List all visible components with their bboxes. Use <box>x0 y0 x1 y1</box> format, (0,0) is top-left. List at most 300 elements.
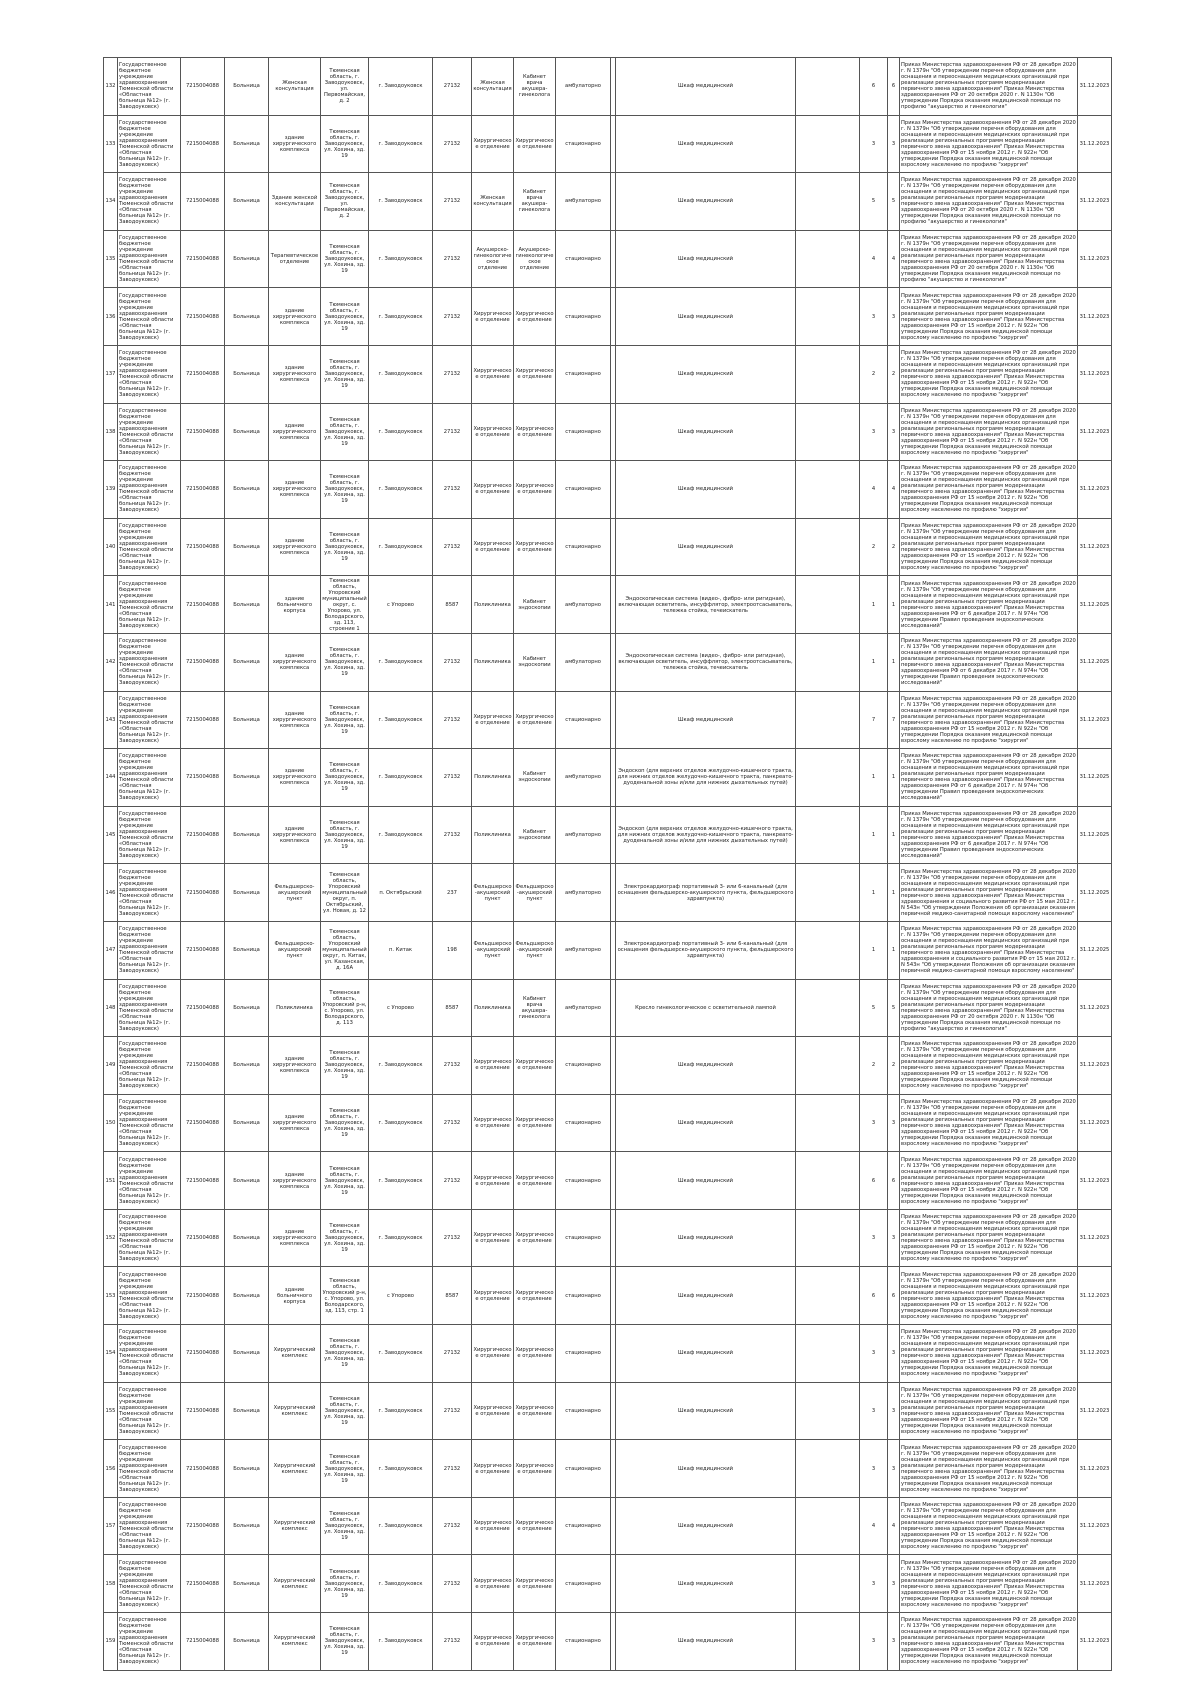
empty-cell <box>796 1555 860 1613</box>
table-row <box>104 1555 1112 1613</box>
equipment-name: Шкаф медицинский <box>616 1613 796 1671</box>
empty-cell <box>796 403 860 461</box>
population: 27132 <box>433 230 472 288</box>
organization-name: Государственное бюджетное учреждение здравоохранения Тюменской области «Областная больница №12» (г. Заводоуковск) <box>118 115 181 173</box>
building-address: Тюменская область, г. Заводоуковск, ул. Хохина, зд. 19 <box>321 1209 369 1267</box>
empty-cell <box>796 1497 860 1555</box>
organization-name: Государственное бюджетное учреждение здравоохранения Тюменской области «Областная больница №12» (г. Заводоуковск) <box>118 749 181 807</box>
planned-quantity: 3 <box>888 1555 900 1613</box>
department: Фельдшерско-акушерский пункт <box>472 921 514 979</box>
legal-basis: Приказ Министерства здравоохранения РФ от 28 декабря 2020 г. N 1379н "Об утверждении перечня оборудования для оснащения и переоснащения медицинских организаций при реализации региональных программ модернизации первичного звена здравоохранения" Приказ Министерства здравоохранения и социального развития РФ от 15 мая 2012 г. N 543н "Об утверждении Положения об организации оказания первичной медико-санитарной помощи взрослому населению" <box>900 921 1078 979</box>
required-quantity: 3 <box>860 1325 888 1383</box>
room: Хирургическое отделение <box>514 1440 556 1498</box>
building-name: здание больничного корпуса <box>269 576 321 634</box>
table-row <box>104 461 1112 519</box>
population: 27132 <box>433 1152 472 1210</box>
planned-quantity: 4 <box>888 461 900 519</box>
inn-code: 7215004088 <box>181 1267 225 1325</box>
table-row <box>104 749 1112 807</box>
building-name: Фельдшерско-акушерский пункт <box>269 864 321 922</box>
population: 27132 <box>433 749 472 807</box>
table-row <box>104 1094 1112 1152</box>
equipment-name: Шкаф медицинский <box>616 288 796 346</box>
room: Хирургическое отделение <box>514 1267 556 1325</box>
department: Поликлиника <box>472 979 514 1037</box>
table-row <box>104 806 1112 864</box>
department: Хирургическое отделение <box>472 1555 514 1613</box>
building-name: здание хирургического комплекса <box>269 806 321 864</box>
room: Хирургическое отделение <box>514 1094 556 1152</box>
department: Хирургическое отделение <box>472 1497 514 1555</box>
legal-basis: Приказ Министерства здравоохранения РФ от 28 декабря 2020 г. N 1379н "Об утверждении перечня оборудования для оснащения и переоснащения медицинских организаций при реализации региональных программ модернизации первичного звена здравоохранения" Приказ Министерства здравоохранения РФ от 6 декабря 2017 г. N 974н "Об утверждении Правил проведения эндоскопических исследований" <box>900 806 1078 864</box>
organization-name: Государственное бюджетное учреждение здравоохранения Тюменской области «Областная больница №12» (г. Заводоуковск) <box>118 518 181 576</box>
inn-code: 7215004088 <box>181 1094 225 1152</box>
population: 27132 <box>433 1382 472 1440</box>
table-row <box>104 979 1112 1037</box>
planned-quantity: 5 <box>888 173 900 231</box>
care-condition: стационарно <box>556 115 611 173</box>
building-name: здание хирургического комплекса <box>269 403 321 461</box>
row-number: 137 <box>104 345 118 403</box>
care-condition: амбулаторно <box>556 864 611 922</box>
required-quantity: 7 <box>860 691 888 749</box>
table-row <box>104 1325 1112 1383</box>
deadline-date: 31.12.2023 <box>1078 1267 1112 1325</box>
inn-code: 7215004088 <box>181 173 225 231</box>
care-condition: стационарно <box>556 1037 611 1095</box>
population: 27132 <box>433 403 472 461</box>
locality: г. Заводоуковск <box>369 58 433 116</box>
empty-cell <box>796 288 860 346</box>
required-quantity: 1 <box>860 864 888 922</box>
planned-quantity: 3 <box>888 1440 900 1498</box>
building-name: Хирургический комплекс <box>269 1613 321 1671</box>
equipment-name: Шкаф медицинский <box>616 1037 796 1095</box>
planned-quantity: 2 <box>888 1037 900 1095</box>
organization-type: Больница <box>225 288 269 346</box>
row-number: 142 <box>104 633 118 691</box>
row-number: 143 <box>104 691 118 749</box>
population: 27132 <box>433 633 472 691</box>
organization-type: Больница <box>225 864 269 922</box>
organization-type: Больница <box>225 173 269 231</box>
inn-code: 7215004088 <box>181 1497 225 1555</box>
care-condition: стационарно <box>556 518 611 576</box>
organization-name: Государственное бюджетное учреждение здравоохранения Тюменской области «Областная больница №12» (г. Заводоуковск) <box>118 1094 181 1152</box>
legal-basis: Приказ Министерства здравоохранения РФ от 28 декабря 2020 г. N 1379н "Об утверждении перечня оборудования для оснащения и переоснащения медицинских организаций при реализации региональных программ модернизации первичного звена здравоохранения" Приказ Министерства здравоохранения РФ от 6 декабря 2017 г. N 974н "Об утверждении Правил проведения эндоскопических исследований" <box>900 749 1078 807</box>
building-address: Тюменская область, г. Заводоуковск, ул. Хохина, зд. 19 <box>321 518 369 576</box>
planned-quantity: 6 <box>888 1267 900 1325</box>
inn-code: 7215004088 <box>181 1382 225 1440</box>
empty-cell <box>796 1037 860 1095</box>
required-quantity: 1 <box>860 749 888 807</box>
required-quantity: 1 <box>860 633 888 691</box>
population: 27132 <box>433 1209 472 1267</box>
empty-cell <box>796 345 860 403</box>
room: Хирургическое отделение <box>514 691 556 749</box>
care-condition: стационарно <box>556 1325 611 1383</box>
department: Хирургическое отделение <box>472 1267 514 1325</box>
row-number: 153 <box>104 1267 118 1325</box>
legal-basis: Приказ Министерства здравоохранения РФ от 28 декабря 2020 г. N 1379н "Об утверждении перечня оборудования для оснащения и переоснащения медицинских организаций при реализации региональных программ модернизации первичного звена здравоохранения" Приказ Министерства здравоохранения РФ от 15 ноября 2012 г. N 922н "Об утверждении Порядка оказания медицинской помощи взрослому населению по профилю "хирургия" <box>900 461 1078 519</box>
room: Фельдшерско-акушерский пункт <box>514 864 556 922</box>
care-condition: стационарно <box>556 1440 611 1498</box>
row-number: 140 <box>104 518 118 576</box>
deadline-date: 31.12.2023 <box>1078 691 1112 749</box>
population: 27132 <box>433 345 472 403</box>
planned-quantity: 6 <box>888 1152 900 1210</box>
building-name: здание хирургического комплекса <box>269 749 321 807</box>
locality: г. Заводоуковск <box>369 518 433 576</box>
planned-quantity: 3 <box>888 1094 900 1152</box>
equipment-name: Эндоскоп (для верхних отделов желудочно-кишечного тракта, для нижних отделов желудочно-кишечного тракта, панкреато-дуоденальной зоны и/или для нижних дыхательных путей) <box>616 749 796 807</box>
inn-code: 7215004088 <box>181 1325 225 1383</box>
locality: г. Заводоуковск <box>369 1555 433 1613</box>
inn-code: 7215004088 <box>181 576 225 634</box>
equipment-name: Электрокардиограф портативный 3- или 6-канальный (для оснащения фельдшерско-акушерского пункта, фельдшерского здравпункта) <box>616 864 796 922</box>
organization-type: Больница <box>225 345 269 403</box>
organization-type: Больница <box>225 691 269 749</box>
deadline-date: 31.12.2025 <box>1078 576 1112 634</box>
department: Поликлиника <box>472 806 514 864</box>
equipment-name: Шкаф медицинский <box>616 230 796 288</box>
deadline-date: 31.12.2023 <box>1078 1094 1112 1152</box>
equipment-name: Эндоскоп (для верхних отделов желудочно-кишечного тракта, для нижних отделов желудочно-кишечного тракта, панкреато-дуоденальной зоны и/или для нижних дыхательных путей) <box>616 806 796 864</box>
building-name: здание хирургического комплекса <box>269 691 321 749</box>
table-row <box>104 1152 1112 1210</box>
legal-basis: Приказ Министерства здравоохранения РФ от 28 декабря 2020 г. N 1379н "Об утверждении перечня оборудования для оснащения и переоснащения медицинских организаций при реализации региональных программ модернизации первичного звена здравоохранения" Приказ Министерства здравоохранения РФ от 15 ноября 2012 г. N 922н "Об утверждении Порядка оказания медицинской помощи взрослому населению по профилю "хирургия" <box>900 403 1078 461</box>
building-address: Тюменская область, г. Заводоуковск, ул. Хохина, зд. 19 <box>321 288 369 346</box>
department: Женская консультация <box>472 58 514 116</box>
organization-type: Больница <box>225 806 269 864</box>
equipment-name: Эндоскопическая система (видео-, фибро- или ригидная), включающая осветитель, инсуффлятор, электроотсасыватель, тележка стойка, течеискатель <box>616 633 796 691</box>
empty-cell <box>796 1267 860 1325</box>
organization-name: Государственное бюджетное учреждение здравоохранения Тюменской области «Областная больница №12» (г. Заводоуковск) <box>118 979 181 1037</box>
organization-type: Больница <box>225 1152 269 1210</box>
building-address: Тюменская область, г. Заводоуковск, ул. Хохина, зд. 19 <box>321 115 369 173</box>
row-number: 154 <box>104 1325 118 1383</box>
legal-basis: Приказ Министерства здравоохранения РФ от 28 декабря 2020 г. N 1379н "Об утверждении перечня оборудования для оснащения и переоснащения медицинских организаций при реализации региональных программ модернизации первичного звена здравоохранения" Приказ Министерства здравоохранения РФ от 20 октября 2020 г. N 1130н "Об утверждении Порядка оказания медицинской помощи по профилю "акушерство и гинекология" <box>900 58 1078 116</box>
department: Хирургическое отделение <box>472 403 514 461</box>
care-condition: стационарно <box>556 1152 611 1210</box>
inn-code: 7215004088 <box>181 979 225 1037</box>
care-condition: стационарно <box>556 461 611 519</box>
required-quantity: 2 <box>860 518 888 576</box>
required-quantity: 2 <box>860 1037 888 1095</box>
room: Кабинет врача акушера-гинеколога <box>514 173 556 231</box>
department: Хирургическое отделение <box>472 288 514 346</box>
organization-type: Больница <box>225 1440 269 1498</box>
building-name: Хирургический комплекс <box>269 1555 321 1613</box>
empty-cell <box>796 979 860 1037</box>
care-condition: амбулаторно <box>556 173 611 231</box>
building-address: Тюменская область, г. Заводоуковск, ул. Хохина, зд. 19 <box>321 1037 369 1095</box>
locality: г. Заводоуковск <box>369 1094 433 1152</box>
inn-code: 7215004088 <box>181 58 225 116</box>
deadline-date: 31.12.2023 <box>1078 1037 1112 1095</box>
legal-basis: Приказ Министерства здравоохранения РФ от 28 декабря 2020 г. N 1379н "Об утверждении перечня оборудования для оснащения и переоснащения медицинских организаций при реализации региональных программ модернизации первичного звена здравоохранения" Приказ Министерства здравоохранения РФ от 15 ноября 2012 г. N 922н "Об утверждении Порядка оказания медицинской помощи взрослому населению по профилю "хирургия" <box>900 1440 1078 1498</box>
organization-type: Больница <box>225 1094 269 1152</box>
required-quantity: 5 <box>860 173 888 231</box>
population: 27132 <box>433 288 472 346</box>
empty-cell <box>796 864 860 922</box>
deadline-date: 31.12.2023 <box>1078 115 1112 173</box>
population: 27132 <box>433 58 472 116</box>
planned-quantity: 5 <box>888 979 900 1037</box>
deadline-date: 31.12.2025 <box>1078 806 1112 864</box>
required-quantity: 4 <box>860 461 888 519</box>
planned-quantity: 3 <box>888 1209 900 1267</box>
locality: с Упорово <box>369 1267 433 1325</box>
deadline-date: 31.12.2023 <box>1078 1497 1112 1555</box>
inn-code: 7215004088 <box>181 288 225 346</box>
empty-cell <box>796 1613 860 1671</box>
locality: г. Заводоуковск <box>369 1037 433 1095</box>
row-number: 156 <box>104 1440 118 1498</box>
required-quantity: 5 <box>860 979 888 1037</box>
equipment-name: Шкаф медицинский <box>616 1497 796 1555</box>
row-number: 146 <box>104 864 118 922</box>
population: 27132 <box>433 806 472 864</box>
empty-cell <box>796 1094 860 1152</box>
empty-cell <box>796 1152 860 1210</box>
equipment-name: Эндоскопическая система (видео-, фибро- или ригидная), включающая осветитель, инсуффлятор, электроотсасыватель, тележка стойка, течеискатель <box>616 576 796 634</box>
equipment-name: Кресло гинекологическое с осветительной лампой <box>616 979 796 1037</box>
population: 27132 <box>433 1325 472 1383</box>
inn-code: 7215004088 <box>181 1555 225 1613</box>
table-body <box>104 58 1112 1671</box>
department: Поликлиника <box>472 576 514 634</box>
care-condition: стационарно <box>556 691 611 749</box>
population: 237 <box>433 864 472 922</box>
building-name: Здание женской консультации <box>269 173 321 231</box>
planned-quantity: 3 <box>888 403 900 461</box>
row-number: 134 <box>104 173 118 231</box>
legal-basis: Приказ Министерства здравоохранения РФ от 28 декабря 2020 г. N 1379н "Об утверждении перечня оборудования для оснащения и переоснащения медицинских организаций при реализации региональных программ модернизации первичного звена здравоохранения" Приказ Министерства здравоохранения РФ от 15 ноября 2012 г. N 922н "Об утверждении Порядка оказания медицинской помощи взрослому населению по профилю "хирургия" <box>900 1209 1078 1267</box>
building-name: Хирургический комплекс <box>269 1325 321 1383</box>
required-quantity: 3 <box>860 1382 888 1440</box>
care-condition: амбулаторно <box>556 576 611 634</box>
row-number: 157 <box>104 1497 118 1555</box>
building-name: Женская консультация <box>269 58 321 116</box>
care-condition: стационарно <box>556 1094 611 1152</box>
empty-cell <box>796 633 860 691</box>
required-quantity: 3 <box>860 1555 888 1613</box>
room: Кабинет эндоскопии <box>514 633 556 691</box>
room: Хирургическое отделение <box>514 1497 556 1555</box>
inn-code: 7215004088 <box>181 864 225 922</box>
table-row <box>104 518 1112 576</box>
planned-quantity: 1 <box>888 576 900 634</box>
table-row <box>104 1497 1112 1555</box>
building-name: здание хирургического комплекса <box>269 461 321 519</box>
deadline-date: 31.12.2023 <box>1078 230 1112 288</box>
department: Хирургическое отделение <box>472 1094 514 1152</box>
locality: г. Заводоуковск <box>369 403 433 461</box>
table-row <box>104 115 1112 173</box>
locality: г. Заводоуковск <box>369 1382 433 1440</box>
room: Хирургическое отделение <box>514 1209 556 1267</box>
table-row <box>104 1267 1112 1325</box>
table-row <box>104 230 1112 288</box>
deadline-date: 31.12.2023 <box>1078 1209 1112 1267</box>
inn-code: 7215004088 <box>181 1440 225 1498</box>
empty-cell <box>796 1209 860 1267</box>
table-row <box>104 921 1112 979</box>
row-number: 158 <box>104 1555 118 1613</box>
population: 27132 <box>433 518 472 576</box>
row-number: 159 <box>104 1613 118 1671</box>
table-row <box>104 1382 1112 1440</box>
deadline-date: 31.12.2023 <box>1078 58 1112 116</box>
planned-quantity: 4 <box>888 230 900 288</box>
legal-basis: Приказ Министерства здравоохранения РФ от 28 декабря 2020 г. N 1379н "Об утверждении перечня оборудования для оснащения и переоснащения медицинских организаций при реализации региональных программ модернизации первичного звена здравоохранения" Приказ Министерства здравоохранения РФ от 15 ноября 2012 г. N 922н "Об утверждении Порядка оказания медицинской помощи взрослому населению по профилю "хирургия" <box>900 518 1078 576</box>
empty-cell <box>796 576 860 634</box>
population: 27132 <box>433 1555 472 1613</box>
organization-name: Государственное бюджетное учреждение здравоохранения Тюменской области «Областная больница №12» (г. Заводоуковск) <box>118 633 181 691</box>
legal-basis: Приказ Министерства здравоохранения РФ от 28 декабря 2020 г. N 1379н "Об утверждении перечня оборудования для оснащения и переоснащения медицинских организаций при реализации региональных программ модернизации первичного звена здравоохранения" Приказ Министерства здравоохранения РФ от 15 ноября 2012 г. N 922н "Об утверждении Порядка оказания медицинской помощи взрослому населению по профилю "хирургия" <box>900 1152 1078 1210</box>
building-address: Тюменская область, г. Заводоуковск, ул. Хохина, зд. 19 <box>321 345 369 403</box>
deadline-date: 31.12.2023 <box>1078 1613 1112 1671</box>
locality: г. Заводоуковск <box>369 345 433 403</box>
table-row <box>104 58 1112 116</box>
care-condition: амбулаторно <box>556 979 611 1037</box>
equipment-name: Шкаф медицинский <box>616 1209 796 1267</box>
empty-cell <box>796 691 860 749</box>
department: Акушерско-гинекологическое отделение <box>472 230 514 288</box>
deadline-date: 31.12.2023 <box>1078 345 1112 403</box>
equipment-name: Шкаф медицинский <box>616 461 796 519</box>
planned-quantity: 1 <box>888 633 900 691</box>
organization-type: Больница <box>225 58 269 116</box>
deadline-date: 31.12.2023 <box>1078 518 1112 576</box>
legal-basis: Приказ Министерства здравоохранения РФ от 28 декабря 2020 г. N 1379н "Об утверждении перечня оборудования для оснащения и переоснащения медицинских организаций при реализации региональных программ модернизации первичного звена здравоохранения" Приказ Министерства здравоохранения РФ от 6 декабря 2017 г. N 974н "Об утверждении Правил проведения эндоскопических исследований" <box>900 576 1078 634</box>
population: 27132 <box>433 691 472 749</box>
locality: г. Заводоуковск <box>369 1325 433 1383</box>
empty-cell <box>796 115 860 173</box>
building-address: Тюменская область, Упоровский р-н, с. Упорово, ул. Володарского, д. 113 <box>321 979 369 1037</box>
population: 27132 <box>433 461 472 519</box>
table-row <box>104 1613 1112 1671</box>
building-address: Тюменская область, г. Заводоуковск, ул. Хохина, зд. 19 <box>321 1555 369 1613</box>
organization-name: Государственное бюджетное учреждение здравоохранения Тюменской области «Областная больница №12» (г. Заводоуковск) <box>118 1555 181 1613</box>
organization-type: Больница <box>225 1325 269 1383</box>
building-address: Тюменская область, г. Заводоуковск, ул. Хохина, зд. 19 <box>321 749 369 807</box>
empty-cell <box>796 1325 860 1383</box>
empty-cell <box>796 1382 860 1440</box>
building-address: Тюменская область, г. Заводоуковск, ул. Хохина, зд. 19 <box>321 230 369 288</box>
department: Хирургическое отделение <box>472 1037 514 1095</box>
locality: г. Заводоуковск <box>369 806 433 864</box>
inn-code: 7215004088 <box>181 1037 225 1095</box>
table-row <box>104 288 1112 346</box>
organization-type: Больница <box>225 115 269 173</box>
legal-basis: Приказ Министерства здравоохранения РФ от 28 декабря 2020 г. N 1379н "Об утверждении перечня оборудования для оснащения и переоснащения медицинских организаций при реализации региональных программ модернизации первичного звена здравоохранения" Приказ Министерства здравоохранения РФ от 15 ноября 2012 г. N 922н "Об утверждении Порядка оказания медицинской помощи взрослому населению по профилю "хирургия" <box>900 1094 1078 1152</box>
building-name: здание хирургического комплекса <box>269 518 321 576</box>
care-condition: амбулаторно <box>556 806 611 864</box>
legal-basis: Приказ Министерства здравоохранения РФ от 28 декабря 2020 г. N 1379н "Об утверждении перечня оборудования для оснащения и переоснащения медицинских организаций при реализации региональных программ модернизации первичного звена здравоохранения" Приказ Министерства здравоохранения РФ от 15 ноября 2012 г. N 922н "Об утверждении Порядка оказания медицинской помощи взрослому населению по профилю "хирургия" <box>900 691 1078 749</box>
legal-basis: Приказ Министерства здравоохранения РФ от 28 декабря 2020 г. N 1379н "Об утверждении перечня оборудования для оснащения и переоснащения медицинских организаций при реализации региональных программ модернизации первичного звена здравоохранения" Приказ Министерства здравоохранения РФ от 20 октября 2020 г. N 1130н "Об утверждении Порядка оказания медицинской помощи по профилю "акушерство и гинекология" <box>900 979 1078 1037</box>
care-condition: амбулаторно <box>556 633 611 691</box>
equipment-name: Шкаф медицинский <box>616 1440 796 1498</box>
organization-type: Больница <box>225 1209 269 1267</box>
deadline-date: 31.12.2023 <box>1078 173 1112 231</box>
organization-name: Государственное бюджетное учреждение здравоохранения Тюменской области «Областная больница №12» (г. Заводоуковск) <box>118 1152 181 1210</box>
department: Хирургическое отделение <box>472 345 514 403</box>
locality: г. Заводоуковск <box>369 749 433 807</box>
population: 27132 <box>433 1440 472 1498</box>
building-address: Тюменская область, г. Заводоуковск, ул. Хохина, зд. 19 <box>321 633 369 691</box>
table-row <box>104 864 1112 922</box>
organization-type: Больница <box>225 1267 269 1325</box>
organization-type: Больница <box>225 518 269 576</box>
building-address: Тюменская область, Упоровский муниципальный округ, с. Упорово, ул. Володарского, зд. 113, строение 1 <box>322 577 367 632</box>
room: Кабинет врача акушера-гинеколога <box>514 58 556 116</box>
legal-basis: Приказ Министерства здравоохранения РФ от 28 декабря 2020 г. N 1379н "Об утверждении перечня оборудования для оснащения и переоснащения медицинских организаций при реализации региональных программ модернизации первичного звена здравоохранения" Приказ Министерства здравоохранения РФ от 15 ноября 2012 г. N 922н "Об утверждении Порядка оказания медицинской помощи взрослому населению по профилю "хирургия" <box>900 1497 1078 1555</box>
building-name: Хирургический комплекс <box>269 1382 321 1440</box>
legal-basis: Приказ Министерства здравоохранения РФ от 28 декабря 2020 г. N 1379н "Об утверждении перечня оборудования для оснащения и переоснащения медицинских организаций при реализации региональных программ модернизации первичного звена здравоохранения" Приказ Министерства здравоохранения РФ от 15 ноября 2012 г. N 922н "Об утверждении Порядка оказания медицинской помощи взрослому населению по профилю "хирургия" <box>900 1382 1078 1440</box>
room: Хирургическое отделение <box>514 461 556 519</box>
department: Хирургическое отделение <box>472 1152 514 1210</box>
organization-type: Больница <box>225 633 269 691</box>
organization-name: Государственное бюджетное учреждение здравоохранения Тюменской области «Областная больница №12» (г. Заводоуковск) <box>118 1497 181 1555</box>
building-address: Тюменская область, г. Заводоуковск, ул. Хохина, зд. 19 <box>321 1497 369 1555</box>
planned-quantity: 2 <box>888 518 900 576</box>
locality: г. Заводоуковск <box>369 1613 433 1671</box>
empty-cell <box>796 921 860 979</box>
required-quantity: 3 <box>860 1094 888 1152</box>
table-row <box>104 691 1112 749</box>
legal-basis: Приказ Министерства здравоохранения РФ от 28 декабря 2020 г. N 1379н "Об утверждении перечня оборудования для оснащения и переоснащения медицинских организаций при реализации региональных программ модернизации первичного звена здравоохранения" Приказ Министерства здравоохранения РФ от 15 ноября 2012 г. N 922н "Об утверждении Порядка оказания медицинской помощи взрослому населению по профилю "хирургия" <box>900 345 1078 403</box>
empty-cell <box>796 1440 860 1498</box>
required-quantity: 1 <box>860 921 888 979</box>
organization-name: Государственное бюджетное учреждение здравоохранения Тюменской области «Областная больница №12» (г. Заводоуковск) <box>118 1440 181 1498</box>
table-row <box>104 1440 1112 1498</box>
population: 8587 <box>433 979 472 1037</box>
row-number: 145 <box>104 806 118 864</box>
legal-basis: Приказ Министерства здравоохранения РФ от 28 декабря 2020 г. N 1379н "Об утверждении перечня оборудования для оснащения и переоснащения медицинских организаций при реализации региональных программ модернизации первичного звена здравоохранения" Приказ Министерства здравоохранения РФ от 20 октября 2020 г. N 1130н "Об утверждении Порядка оказания медицинской помощи по профилю "акушерство и гинекология" <box>900 173 1078 231</box>
organization-name: Государственное бюджетное учреждение здравоохранения Тюменской области «Областная больница №12» (г. Заводоуковск) <box>118 1382 181 1440</box>
room: Хирургическое отделение <box>514 115 556 173</box>
planned-quantity: 3 <box>888 1325 900 1383</box>
inn-code: 7215004088 <box>181 461 225 519</box>
locality: г. Заводоуковск <box>369 288 433 346</box>
department: Хирургическое отделение <box>472 461 514 519</box>
room: Хирургическое отделение <box>514 1555 556 1613</box>
table-row <box>104 1209 1112 1267</box>
building-address: Тюменская область, г. Заводоуковск, ул. Хохина, зд. 19 <box>321 1382 369 1440</box>
building-name: Поликлиника <box>269 979 321 1037</box>
legal-basis: Приказ Министерства здравоохранения РФ от 28 декабря 2020 г. N 1379н "Об утверждении перечня оборудования для оснащения и переоснащения медицинских организаций при реализации региональных программ модернизации первичного звена здравоохранения" Приказ Министерства здравоохранения РФ от 15 ноября 2012 г. N 922н "Об утверждении Порядка оказания медицинской помощи взрослому населению по профилю "хирургия" <box>900 1037 1078 1095</box>
row-number: 135 <box>104 230 118 288</box>
organization-name: Государственное бюджетное учреждение здравоохранения Тюменской области «Областная больница №12» (г. Заводоуковск) <box>118 1325 181 1383</box>
planned-quantity: 4 <box>888 1497 900 1555</box>
building-name: Фельдшерско-акушерский пункт <box>269 921 321 979</box>
inn-code: 7215004088 <box>181 345 225 403</box>
population: 27132 <box>433 1497 472 1555</box>
organization-name: Государственное бюджетное учреждение здравоохранения Тюменской области «Областная больница №12» (г. Заводоуковск) <box>118 691 181 749</box>
inn-code: 7215004088 <box>181 518 225 576</box>
room: Хирургическое отделение <box>514 1613 556 1671</box>
row-number: 152 <box>104 1209 118 1267</box>
legal-basis: Приказ Министерства здравоохранения РФ от 28 декабря 2020 г. N 1379н "Об утверждении перечня оборудования для оснащения и переоснащения медицинских организаций при реализации региональных программ модернизации первичного звена здравоохранения" Приказ Министерства здравоохранения РФ от 15 ноября 2012 г. N 922н "Об утверждении Порядка оказания медицинской помощи взрослому населению по профилю "хирургия" <box>900 1555 1078 1613</box>
building-address: Тюменская область, Упоровский р-н, с. Упорово, ул. Володарского, зд. 113, стр. 1 <box>321 1267 369 1325</box>
room: Акушерско-гинекологическое отделение <box>514 230 556 288</box>
building-address: Тюменская область, г. Заводоуковск, ул. Хохина, зд. 19 <box>321 1440 369 1498</box>
organization-name: Государственное бюджетное учреждение здравоохранения Тюменской области «Областная больница №12» (г. Заводоуковск) <box>118 173 181 231</box>
building-address: Тюменская область, г. Заводоуковск, ул. Хохина, зд. 19 <box>321 691 369 749</box>
organization-name: Государственное бюджетное учреждение здравоохранения Тюменской области «Областная больница №12» (г. Заводоуковск) <box>118 403 181 461</box>
